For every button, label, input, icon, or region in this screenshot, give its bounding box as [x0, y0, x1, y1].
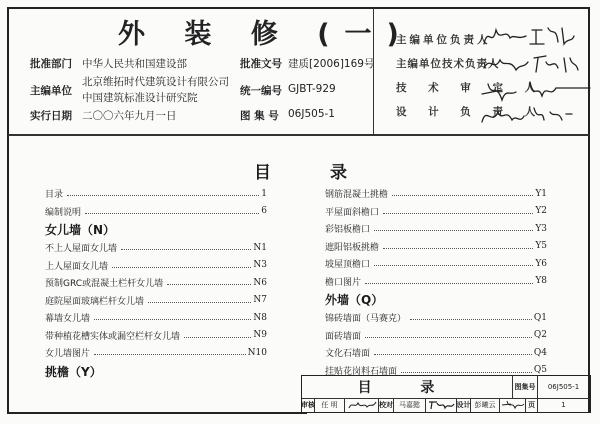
design-label: 设计	[457, 398, 471, 412]
toc-item[interactable]: 不上人屋面女儿墙 N1	[45, 242, 267, 255]
chief-editor-label: 主编单位	[30, 85, 72, 97]
designer-signature	[500, 398, 526, 412]
page-label: 页	[526, 398, 538, 412]
toc-item[interactable]: 挂贴花岗料石墙面 Q5	[325, 365, 547, 377]
toc-item[interactable]: 预制GRC或混凝土栏杆女儿墙 N6	[45, 277, 267, 290]
toc-item[interactable]: 文化石墙面 Q4	[325, 347, 547, 360]
toc-item[interactable]: 面砖墙面 Q2	[325, 330, 547, 342]
checker-name: 马嘉懿	[394, 398, 426, 412]
header-divider-horizontal	[8, 134, 589, 136]
document-title: 外 装 修 (一)	[118, 19, 414, 50]
chief-editor-1: 北京维拓时代建筑设计有限公司	[82, 76, 229, 88]
toc-item[interactable]: 坡屋顶檐口 Y6	[325, 258, 547, 271]
toc-item[interactable]: 遮阳铝板挑檐 Y5	[325, 241, 547, 253]
reviewer-signature	[345, 398, 379, 412]
approval-doc: 建质[2006]169号	[288, 58, 375, 70]
toc-item[interactable]: 目录 1	[45, 188, 267, 201]
unified-no: GJBT-929	[288, 83, 336, 95]
toc-item[interactable]: 幕墙女儿墙 N8	[45, 312, 267, 325]
toc-item[interactable]: 彩铝板檐口 Y3	[325, 223, 547, 236]
toc-section-heading: 挑檐（Y）	[45, 364, 102, 379]
toc-right-column	[325, 185, 547, 379]
toc-item[interactable]: 平屋面斜檐口 Y2	[325, 206, 547, 218]
toc-item[interactable]: 钢筋混凝土挑檐 Y1	[325, 188, 547, 201]
toc-item[interactable]: 庭院屋面玻璃栏杆女儿墙 N7	[45, 295, 267, 307]
reviewer-name: 任 明	[315, 398, 345, 412]
checker-signature	[426, 398, 457, 412]
signature-icon	[427, 399, 455, 411]
toc-left-column	[45, 185, 267, 381]
toc-heading-left: 目	[254, 163, 271, 183]
unified-no-label: 统一编号	[240, 85, 282, 97]
designer-name: 彭曦云	[471, 398, 500, 412]
title-block	[301, 375, 591, 413]
signature-icon	[501, 399, 525, 411]
toc-item[interactable]: 檐口图片 Y8	[325, 276, 547, 288]
approval-dept: 中华人民共和国建设部	[82, 58, 187, 70]
chief-editor-2: 中国建筑标准设计研究院	[82, 92, 198, 104]
frame-bottom-line	[7, 412, 307, 414]
approval-doc-label: 批准文号	[240, 58, 282, 70]
atlas-no-label: 图 集 号	[240, 110, 279, 122]
check-label: 校对	[379, 398, 394, 412]
toc-item[interactable]: 女儿墙图片 N10	[45, 347, 267, 360]
resp-label-design-lead: 设 计 负 责 人	[396, 106, 545, 118]
signature-icon	[347, 399, 377, 411]
handwritten-signatures	[480, 22, 595, 130]
approval-dept-label: 批准部门	[30, 58, 72, 70]
page-number: 1	[561, 401, 566, 409]
effective-date: 二〇〇六年九月一日	[82, 110, 177, 122]
title-block-title: 目 录	[302, 376, 513, 398]
toc-item[interactable]: 带种植花槽实体或漏空栏杆女儿墙 N9	[45, 330, 267, 342]
toc-heading-right: 录	[330, 163, 347, 183]
toc-item[interactable]: 锦砖墙面（马赛克） Q1	[325, 312, 547, 325]
effective-date-label: 实行日期	[30, 110, 72, 122]
resp-label-chief-tech: 主编单位技术负责人	[396, 58, 500, 70]
toc-item[interactable]: 编制说明 6	[45, 206, 267, 218]
toc-section-heading: 外墙（Q）	[325, 293, 384, 307]
title-block-atlas-no: 06J505-1	[547, 383, 580, 391]
atlas-no: 06J505-1	[288, 108, 335, 120]
toc-item[interactable]: 上人屋面女儿墙 N3	[45, 260, 267, 272]
review-label: 审核	[302, 398, 315, 412]
resp-label-chief-unit: 主编单位负责人	[396, 34, 491, 46]
toc-section-heading: 女儿墙（N）	[45, 223, 116, 237]
resp-label-tech-review: 技 术 审 定 人	[396, 82, 545, 94]
title-block-atlas-label: 图集号	[513, 376, 538, 398]
